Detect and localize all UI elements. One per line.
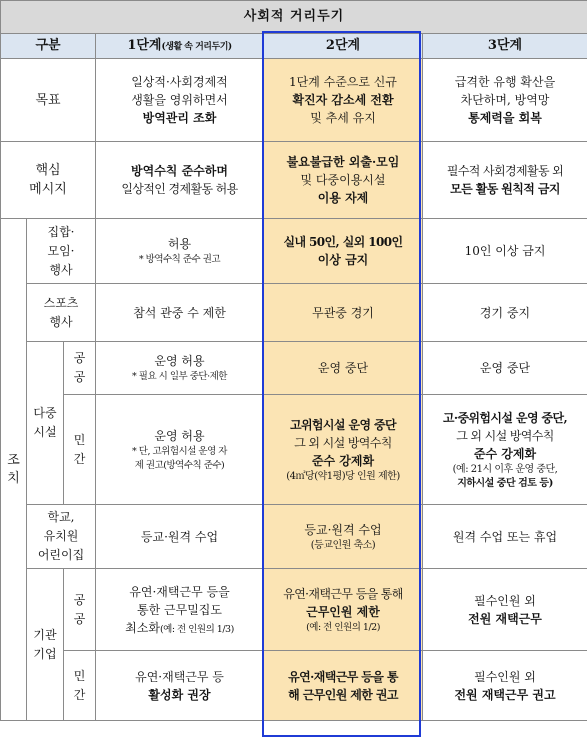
goal-stage1: 일상적·사회경제적 생활을 영위하면서 방역관리 조화 xyxy=(96,59,264,142)
facilities-public-stage2: 운영 중단 xyxy=(264,342,423,395)
sports-label: 스포츠 행사 xyxy=(27,284,96,342)
row-institutions-public xyxy=(1,569,587,651)
facilities-private-stage1: 운영 허용 * 단, 고위험시설 운영 자 제 권고(방역수칙 준수) xyxy=(96,395,264,505)
row-institutions-private xyxy=(1,651,587,721)
institutions-private-stage3: 필수인원 외 전원 재택근무 권고 xyxy=(423,651,587,721)
row-gathering xyxy=(1,219,587,284)
facilities-label: 다중 시설 xyxy=(27,342,64,505)
goal-label: 목표 xyxy=(1,59,96,142)
school-stage3: 원격 수업 또는 휴업 xyxy=(423,505,587,569)
gathering-stage3: 10인 이상 금지 xyxy=(423,219,587,284)
institutions-private-label: 민 간 xyxy=(64,651,96,721)
institutions-private-stage2: 유연·재택근무 등을 통 해 근무인원 제한 권고 xyxy=(264,651,423,721)
facilities-private-stage3: 고·중위험시설 운영 중단, 그 외 시설 방역수칙 준수 강제화 (예: 21시 이후 운영 중단, 지하시설 중단 검토 등) xyxy=(423,395,587,505)
institutions-private-stage1: 유연·재택근무 등 활성화 권장 xyxy=(96,651,264,721)
sports-stage3: 경기 중지 xyxy=(423,284,587,342)
institutions-public-stage2: 유연·재택근무 등을 통해 근무인원 제한 (예: 전 인원의 1/2) xyxy=(264,569,423,651)
sports-stage2: 무관중 경기 xyxy=(264,284,423,342)
gathering-stage2: 실내 50인, 실외 100인 이상 금지 xyxy=(264,219,423,284)
facilities-public-stage1: 운영 허용 * 필요 시 일부 중단·제한 xyxy=(96,342,264,395)
header-row xyxy=(1,34,587,59)
header-stage2: 2단계 xyxy=(264,34,423,59)
header-stage1: 1단계(생활 속 거리두기) xyxy=(96,34,264,59)
institutions-public-label: 공 공 xyxy=(64,569,96,651)
institutions-public-stage3: 필수인원 외 전원 재택근무 xyxy=(423,569,587,651)
goal-stage2: 1단계 수준으로 신규 확진자 감소세 전환 및 추세 유지 xyxy=(264,59,423,142)
school-stage1: 등교·원격 수업 xyxy=(96,505,264,569)
message-stage2: 불요불급한 외출·모임 및 다중이용시설 이용 자제 xyxy=(264,142,423,219)
row-facilities-public xyxy=(1,342,587,395)
facilities-private-label: 민 간 xyxy=(64,395,96,505)
header-stage1-note: (생활 속 거리두기) xyxy=(161,41,232,52)
measures-label: 조 치 xyxy=(1,219,27,721)
gathering-label: 집합· 모임· 행사 xyxy=(27,219,96,284)
sports-stage1: 참석 관중 수 제한 xyxy=(96,284,264,342)
header-stage3: 3단계 xyxy=(423,34,587,59)
row-message xyxy=(1,142,587,219)
row-sports xyxy=(1,284,587,342)
message-stage1: 방역수칙 준수하며 일상적인 경제활동 허용 xyxy=(96,142,264,219)
message-stage3: 필수적 사회경제활동 외 모든 활동 원칙적 금지 xyxy=(423,142,587,219)
school-label: 학교, 유치원 어린이집 xyxy=(27,505,96,569)
facilities-private-stage2: 고위험시설 운영 중단 그 외 시설 방역수칙 준수 강제화 (4㎡당(약1평)당 인원 제한) xyxy=(264,395,423,505)
row-facilities-private xyxy=(1,395,587,505)
facilities-public-label: 공 공 xyxy=(64,342,96,395)
table-title: 사회적 거리두기 xyxy=(1,1,587,34)
header-category: 구분 xyxy=(1,34,96,59)
facilities-public-stage3: 운영 중단 xyxy=(423,342,587,395)
institutions-label: 기관 기업 xyxy=(27,569,64,721)
row-school xyxy=(1,505,587,569)
school-stage2: 등교·원격 수업 (등교인원 축소) xyxy=(264,505,423,569)
row-goal xyxy=(1,59,587,142)
message-label: 핵심 메시지 xyxy=(1,142,96,219)
institutions-public-stage1: 유연·재택근무 등을 통한 근무밀집도 최소화(예: 전 인원의 1/3) xyxy=(96,569,264,651)
goal-stage3: 급격한 유행 확산을 차단하며, 방역망 통제력을 회복 xyxy=(423,59,587,142)
title-row xyxy=(1,1,587,34)
gathering-stage1: 허용 * 방역수칙 준수 권고 xyxy=(96,219,264,284)
